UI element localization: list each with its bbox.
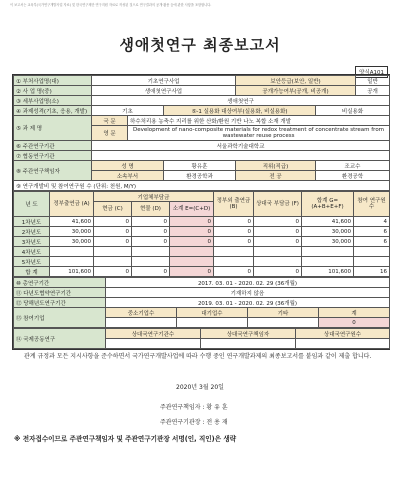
value: 기재하지 않음 (106, 288, 390, 298)
kor-title: 하수처리용 농축수 지리를 위한 산화/환원 기반 나노 복합 소재 개발 (128, 116, 390, 126)
other (214, 247, 254, 257)
form-id: 양식A101 (355, 66, 388, 78)
info-table (13, 75, 390, 191)
total: 30,000 (302, 227, 354, 237)
people: 4 (354, 217, 390, 227)
sum: 0 (170, 267, 214, 277)
budget-row (14, 247, 390, 257)
value: 생애첫연구 (92, 96, 390, 106)
people: 6 (354, 227, 390, 237)
total: 30,000 (302, 237, 354, 247)
cash (94, 247, 132, 257)
other: 0 (214, 227, 254, 237)
h-people: 참여 연구원수 (354, 192, 390, 217)
position-label: 직위(직급) (236, 161, 316, 171)
dept-label: 소속부서 (92, 171, 164, 181)
sum: 0 (170, 227, 214, 237)
label: ⑬ 참여기업 (14, 308, 106, 328)
gov: 101,600 (50, 267, 94, 277)
h-total: 합계 G=(A+B+E+F) (302, 192, 354, 217)
h-other: 기타 (248, 308, 319, 318)
h-gov: 정부출연금 (A) (50, 192, 94, 217)
kind (132, 247, 170, 257)
h-corp: 기업체부담금 (94, 192, 214, 202)
public-value: 공개 (356, 86, 390, 96)
budget-total-row (14, 267, 390, 277)
page-title: 생애첫연구 최종보고서 (119, 36, 281, 54)
sme (106, 318, 177, 328)
value: 생애첫연구사업 (92, 86, 236, 96)
header-note: 이 보고서는 교육부(국가연구개발사업 자료) 및 한국연구재단 연구지원 자료로 작성된 것으로 연구결과의 공개·활용 등에 관한 사항을 포함합니다. (10, 3, 212, 7)
budget-row (14, 227, 390, 237)
row-total-period (14, 278, 390, 288)
practical-label: ⑤-1 실용화 대상여부(실용화, 비실용화) (164, 106, 316, 116)
other: 0 (214, 267, 254, 277)
public-label: 공개가능여부(공개, 비공개) (236, 86, 356, 96)
report-form (12, 74, 390, 350)
other (248, 318, 319, 328)
value: 기초연구사업 (92, 76, 236, 86)
row-project-type (14, 106, 390, 116)
h-sme: 중소기업수 (106, 308, 177, 318)
local (254, 247, 302, 257)
period-table (13, 277, 390, 328)
statement: 관계 규정과 모든 지시사항을 준수하면서 국가연구개발사업에 따라 수행 중인 연구개발과제의 최종보고서를 붙임과 같이 제출 합니다. (24, 353, 372, 360)
cash: 0 (94, 217, 132, 227)
value: 2017. 03. 01 - 2020. 02. 29 (36개월) (106, 278, 390, 288)
major-value: 환경공학 (316, 171, 390, 181)
row-multi-year-period (14, 288, 390, 298)
row-budget-title (14, 181, 390, 191)
gov: 41,600 (50, 217, 94, 227)
sum: 0 (170, 217, 214, 227)
sum (170, 247, 214, 257)
gov: 30,000 (50, 237, 94, 247)
people: 16 (354, 267, 390, 277)
value (92, 151, 390, 161)
budget-row (14, 217, 390, 227)
cash: 0 (94, 267, 132, 277)
gov (50, 247, 94, 257)
eng-title: Development of nano-composite materials for redox treatment of concentrate stream from wastewater reuse process (128, 126, 390, 141)
total (302, 247, 354, 257)
value: 기초 (92, 106, 164, 116)
kind (132, 257, 170, 267)
total: 101,600 (302, 267, 354, 277)
label: ⑧ 주관연구책임자 (14, 161, 92, 181)
label: ⑤ 과 제 명 (14, 116, 92, 141)
h-sum: 계 (319, 308, 390, 318)
kind: 0 (132, 237, 170, 247)
label: ① 부처사업명(대) (14, 76, 92, 86)
h-kind: 현물 (D) (132, 202, 170, 217)
local (254, 257, 302, 267)
budget-header-1 (14, 192, 390, 202)
budget-table (13, 191, 390, 277)
name-label: 성 명 (92, 161, 164, 171)
year: 5차년도 (14, 257, 50, 267)
label: ⑪ 다년도협약연구기간 (14, 288, 106, 298)
other (214, 257, 254, 267)
people (354, 247, 390, 257)
kind: 0 (132, 267, 170, 277)
budget-row (14, 237, 390, 247)
value: 2019. 03. 01 - 2020. 02. 29 (36개월) (106, 298, 390, 308)
total: 41,600 (302, 217, 354, 227)
row-project-title-kor (14, 116, 390, 126)
practical-value: 비실용화 (316, 106, 390, 116)
row-pi-1 (14, 161, 390, 171)
gov: 30,000 (50, 227, 94, 237)
h-pi: 상대국연구책임자 (201, 329, 296, 339)
year: 2차년도 (14, 227, 50, 237)
label: ⑩ 총연구기간 (14, 278, 106, 288)
local: 0 (254, 267, 302, 277)
name-value: 황유훈 (164, 161, 236, 171)
label: ④ 과제성격(기초, 응용, 개발) (14, 106, 92, 116)
local: 0 (254, 237, 302, 247)
h-year: 년 도 (14, 192, 50, 217)
security-value: 일반 (356, 76, 390, 86)
row-department-program (14, 76, 390, 86)
gov (50, 257, 94, 267)
year: 3차년도 (14, 237, 50, 247)
cash: 0 (94, 227, 132, 237)
dept-value: 환경공학과 (164, 171, 236, 181)
label: ⑭ 국제공동연구 (14, 329, 106, 349)
major-label: 전 공 (236, 171, 316, 181)
h-inst: 상대국연구기관수 (106, 329, 201, 339)
label: ⑥ 주관연구기관 (14, 141, 92, 151)
date: 2020년 3월 20일 (176, 384, 224, 391)
budget-row (14, 257, 390, 267)
sum: 0 (319, 318, 390, 328)
row-joint-head (14, 329, 390, 339)
other: 0 (214, 217, 254, 227)
cash: 0 (94, 237, 132, 247)
kind: 0 (132, 217, 170, 227)
position-value: 조교수 (316, 161, 390, 171)
label: ⑫ 당해년도연구기간 (14, 298, 106, 308)
large (177, 318, 248, 328)
cash (94, 257, 132, 267)
eng-label: 영 문 (92, 126, 128, 141)
year: 4차년도 (14, 247, 50, 257)
year: 1차년도 (14, 217, 50, 227)
people (354, 257, 390, 267)
pi (201, 339, 296, 349)
row-companies-head (14, 308, 390, 318)
inst (106, 339, 201, 349)
h-large: 대기업수 (177, 308, 248, 318)
h-local: 상대국 부담금 (F) (254, 192, 302, 217)
h-sum: 소계 E=(C+D) (170, 202, 214, 217)
row-program (14, 86, 390, 96)
security-label: 보안등급(보안, 일반) (236, 76, 356, 86)
h-researchers: 상대국연구원수 (296, 329, 390, 339)
people: 6 (354, 237, 390, 247)
row-coop-institution (14, 151, 390, 161)
kind: 0 (132, 227, 170, 237)
label: ③ 세부사업명(소) (14, 96, 92, 106)
local: 0 (254, 217, 302, 227)
signer-pi: 주관연구책임자 : 황 유 훈 (160, 404, 228, 411)
row-lead-institution (14, 141, 390, 151)
h-cash: 현금 (C) (94, 202, 132, 217)
year: 합 계 (14, 267, 50, 277)
label: ② 사 업 명(중) (14, 86, 92, 96)
label: ⑦ 협동연구기관 (14, 151, 92, 161)
h-other: 정부외 출연금 (B) (214, 192, 254, 217)
kor-label: 국 문 (92, 116, 128, 126)
researchers (296, 339, 390, 349)
budget-title: ⑨ 연구개발비 및 참여연구원 수 (단위: 천원, M/Y) (14, 181, 390, 191)
local: 0 (254, 227, 302, 237)
footnote: ※ 전자접수이므로 주관연구책임자 및 주관연구기관장 서명(인, 직인)은 생략 (14, 435, 237, 443)
row-current-period (14, 298, 390, 308)
joint-table (13, 328, 390, 349)
sum: 0 (170, 237, 214, 247)
total (302, 257, 354, 267)
value: 서울과학기술대학교 (92, 141, 390, 151)
sum (170, 257, 214, 267)
signer-head: 주관연구기관장 : 전 용 재 (160, 419, 228, 426)
other: 0 (214, 237, 254, 247)
row-subprogram (14, 96, 390, 106)
